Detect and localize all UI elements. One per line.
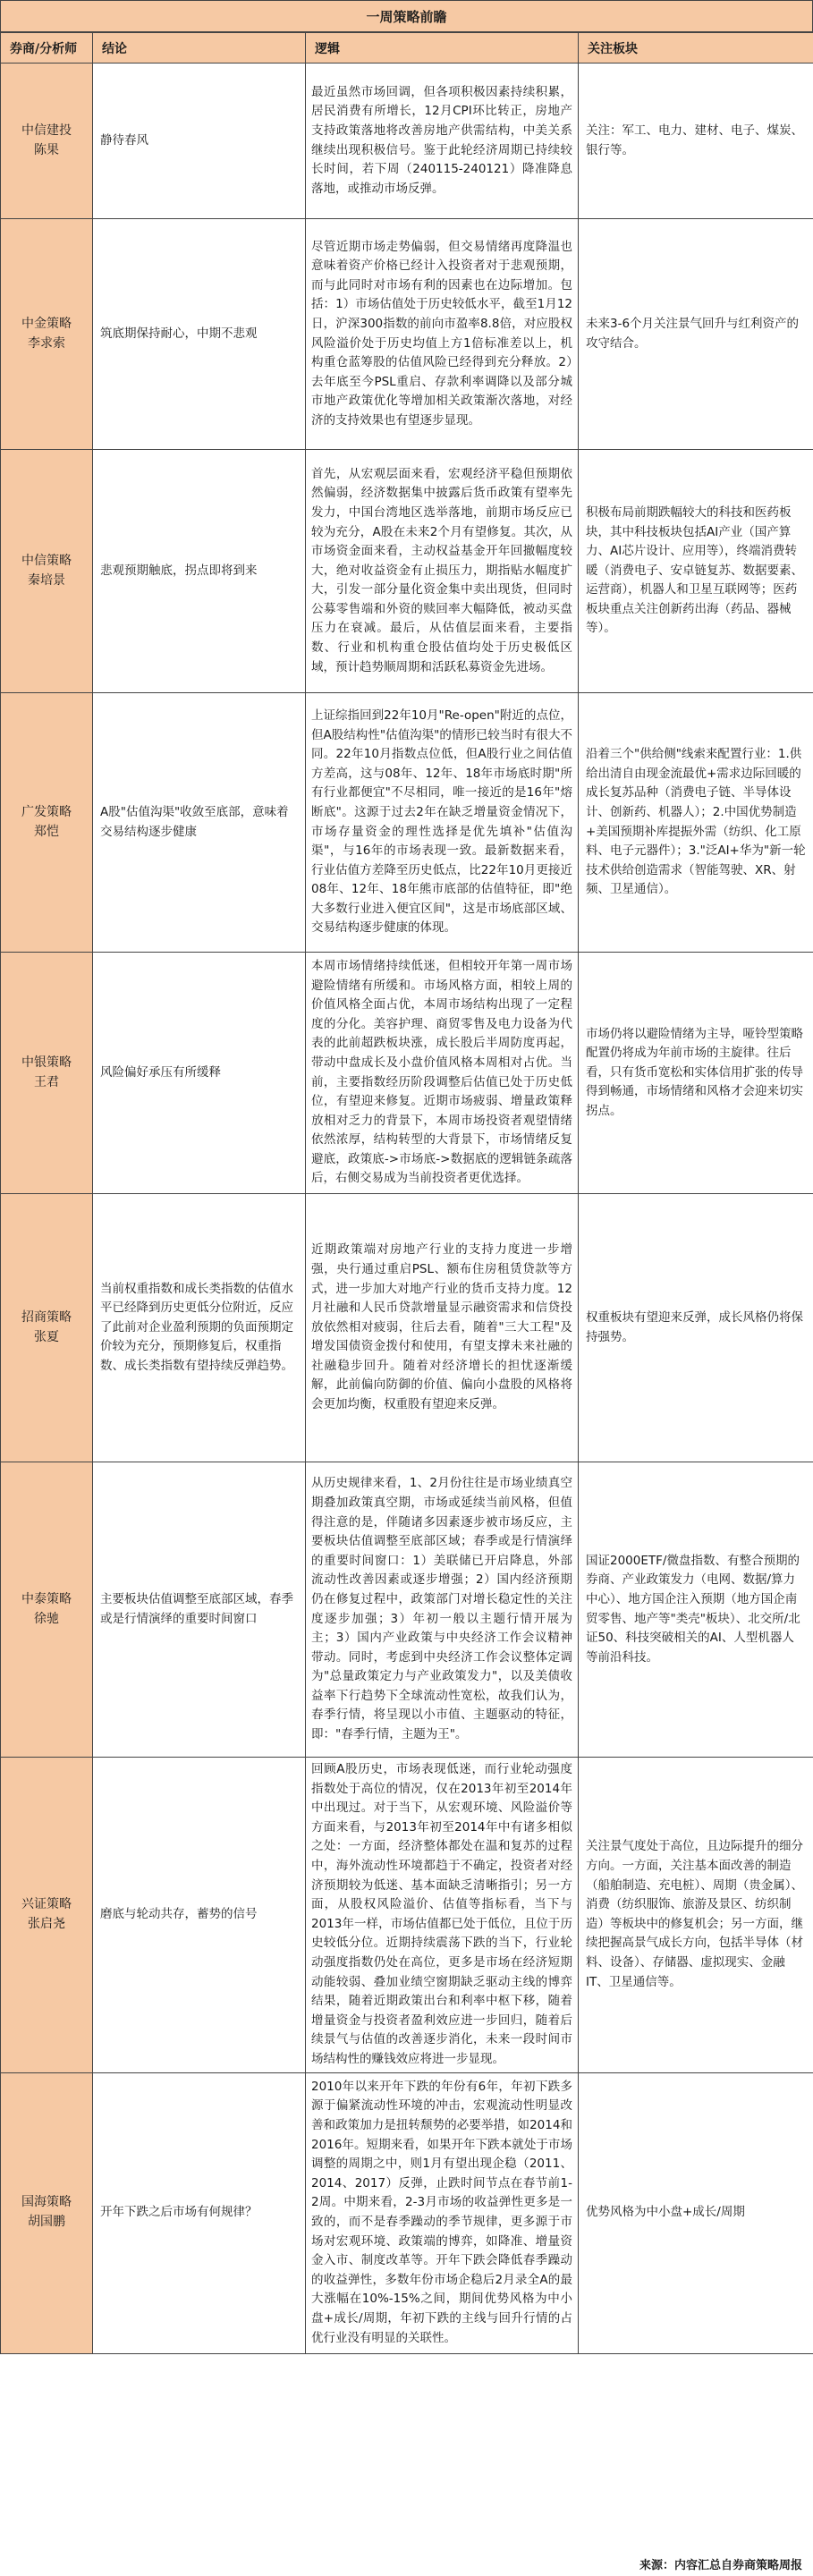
table-row (1, 2072, 813, 2353)
conclusion-cell: 磨底与轮动共存，蓄势的信号 (93, 1758, 306, 2073)
broker-cell: 中信策略 秦培景 (1, 450, 93, 693)
conclusion-cell: 悲观预期触底，拐点即将到来 (93, 450, 306, 693)
broker-cell: 中银策略 王君 (1, 953, 93, 1194)
focus-cell: 关注：军工、电力、建材、电子、煤炭、银行等。 (579, 64, 813, 219)
focus-cell: 优势风格为中小盘+成长/周期 (579, 2072, 813, 2353)
conclusion-cell: 开年下跌之后市场有何规律？ (93, 2072, 306, 2353)
focus-cell: 权重板块有望迎来反弹，成长风格仍将保持强势。 (579, 1194, 813, 1462)
logic-cell: 近期政策端对房地产行业的支持力度进一步增强，央行通过重启PSL、额布住房租赁贷款等方式，进一步加大对地产行业的货币支持力度。12月社融和人民币贷款增量显示融资需求和信贷投放依然相对疲弱，往后去看，随着"三大工程"及增发国债资金拨付和使用，有望支撑未来社融的社融稳步回升。随着对经济增长的担忧逐渐缓解，此前偏向防御的价值、偏向小盘股的风格将会更加均衡，权重股有望迎来反弹。 (306, 1194, 579, 1462)
header-logic: 逻辑 (306, 33, 579, 64)
logic-cell: 最近虽然市场回调，但各项积极因素持续积累，居民消费有所增长，12月CPI环比转正，房地产支持政策落地将改善房地产供需结构，中美关系继续出现积极信号。鉴于此轮经济周期已持续较长时间，若下周（240115-240121）降准降息落地，或推动市场反弹。 (306, 64, 579, 219)
logic-cell: 首先，从宏观层面来看，宏观经济平稳但预期依然偏弱，经济数据集中披露后货币政策有望率先发力，中国台湾地区选举落地，前期市场反应已较为充分，A股在未来2个月有望修复。其次，从市场资金面来看，主动权益基金开年回撤幅度较大，绝对收益资金有止损压力，期指贴水幅度扩大，引发一部分量化资金集中卖出现货，但同时公募零售端和外资的赎回率大幅降低，被动买盘压力在衰减。最后，从估值层面来看，主要指数、行业和机构重仓股估值均处于历史极低区域，预计趋势顺周期和活跃私募资金先进场。 (306, 450, 579, 693)
broker-cell: 招商策略 张夏 (1, 1194, 93, 1462)
broker-cell: 中信建投 陈果 (1, 64, 93, 219)
logic-cell: 回顾A股历史，市场表现低迷，而行业轮动强度指数处于高位的情况，仅在2013年初至2014年中出现过。对于当下，从宏观环境、风险溢价等方面来看，与2013年初至2014年中有诸多相似之处：一方面，经济整体都处在温和复苏的过程中，海外流动性环境都趋于不确定，投资者对经济预期较为低迷、基本面缺乏清晰指引；另一方面，从股权风险溢价、估值等指标看，当下与2013年一样，市场估值都已处于低位，且位于历史较低分位。近期持续震荡下跌的当下，行业轮动强度指数仍处在高位，更多是市场在经济短期动能较弱、叠加业绩空窗期缺乏驱动主线的博弈结果，随着近期政策出台和利率中枢下移，随着增量资金与投资者盈利效应进一步回归，随着后续景气与估值的改善逐步消化，未来一段时间市场结构性的赚钱效应将进一步显现。 (306, 1758, 579, 2073)
logic-cell: 上证综指回到22年10月"Re-open"附近的点位，但A股结构性"估值沟渠"的情形已较当时有很大不同。22年10月指数点位低，但A股行业之间估值方差高，这与08年、12年、18年市场底时期"所有行业都便宜"不尽相同，唯一接近的是16年"熔断底"。这源于过去2年在缺乏增量资金情况下，市场存量资金的理性选择是优先填补"估值沟渠"，与16年的市场表现一致。最新数据来看，行业估值方差降至历史低点，比22年10月更接近08年、12年、18年熊市底部的估值特征，即"绝大多数行业进入便宜区间"，这是市场底部区域、交易结构逐步健康的体现。 (306, 693, 579, 953)
source-note: 来源：内容汇总自券商策略周报 (639, 2559, 802, 2572)
logic-cell: 2010年以来开年下跌的年份有6年，年初下跌多源于偏紧流动性环境的冲击，宏观流动性明显改善和政策加力是扭转颓势的必要举措，如2014和2016年。短期来看，如果开年下跌本就处于市场调整的周期之中，则1月有望出现企稳（2011、2014、2017）反弹，止跌时间节点在春节前1-2周。中期来看，2-3月市场的收益弹性更多是一致的，而不是春季躁动的季节规律，更多源于市场对宏观环境、政策端的博弈，如降准、增量资金入市、制度改革等。开年下跌会降低春季躁动的收益弹性，多数年份市场企稳后2月录全A的最大涨幅在10%-15%之间，期间优势风格为中小盘+成长/周期，年初下跌的主线与回升行情的占优行业没有明显的关联性。 (306, 2072, 579, 2353)
table-row (1, 953, 813, 1194)
conclusion-cell: 静待春风 (93, 64, 306, 219)
strategy-table (0, 32, 813, 2354)
focus-cell: 未来3-6个月关注景气回升与红利资产的攻守结合。 (579, 219, 813, 450)
conclusion-cell: 风险偏好承压有所缓释 (93, 953, 306, 1194)
conclusion-cell: 筑底期保持耐心，中期不悲观 (93, 219, 306, 450)
logic-cell: 本周市场情绪持续低迷，但相较开年第一周市场避险情绪有所缓和。市场风格方面，相较上周的价值风格全面占优，本周市场结构出现了一定程度的分化。美容护理、商贸零售及电力设备为代表的此前超跌板块涨，成长股后半周防度再起，带动中盘成长及小盘价值风格本周相对占优。当前，主要指数经历阶段调整后估值已处于历史低位，有望迎来修复。近期市场疲弱、增量政策释放相对乏力的背景下，本周市场投资者观望情绪依然浓厚，结构转型的大背景下，市场情绪反复避底，政策底->市场底->数据底的逻辑链条疏落后，右侧交易成为当前投资者更优选择。 (306, 953, 579, 1194)
broker-cell: 兴证策略 张启尧 (1, 1758, 93, 2073)
table-row (1, 64, 813, 219)
focus-cell: 国证2000ETF/微盘指数、有整合预期的券商、产业政策发力（电网、数据/算力中心）、地方国企注入预期（地方国企南贸零售、地产等"类壳"板块）、北交所/北证50、科技突破相关的AI、人型机器人等前沿科技。 (579, 1462, 813, 1758)
header-broker: 券商/分析师 (1, 33, 93, 64)
focus-cell: 积极布局前期跌幅较大的科技和医药板块，其中科技板块包括AI产业（国产算力、AI芯片设计、应用等），终端消费转暖（消费电子、安卓链复苏、数据要素、运营商），机器人和卫星互联网等；医药板块重点关注创新药出海（药品、器械等）。 (579, 450, 813, 693)
table-row (1, 1194, 813, 1462)
focus-cell: 沿着三个"供给侧"线索来配置行业：1.供给出清自由现金流最优+需求边际回暖的成长复苏品种（消费电子链、半导体设计、创新药、机器人）；2.中国优势制造+美国预期补库提振外需（纺织、化工原料、电子元器件）；3."泛AI+华为"新一轮技术供给创造需求（智能驾驶、XR、射频、卫星通信）。 (579, 693, 813, 953)
table-row (1, 219, 813, 450)
conclusion-cell: A股"估值沟渠"收敛至底部，意味着交易结构逐步健康 (93, 693, 306, 953)
header-row (1, 33, 813, 64)
broker-cell: 广发策略 郑恺 (1, 693, 93, 953)
header-focus: 关注板块 (579, 33, 813, 64)
conclusion-cell: 当前权重指数和成长类指数的估值水平已经降到历史更低分位附近，反应了此前对企业盈利预期的负面预期定价较为充分，预期修复后，权重指数、成长类指数有望持续反弹趋势。 (93, 1194, 306, 1462)
table-title: 一周策略前瞻 (0, 0, 813, 32)
table-row (1, 1462, 813, 1758)
broker-cell: 中金策略 李求索 (1, 219, 93, 450)
table-row (1, 693, 813, 953)
conclusion-cell: 主要板块估值调整至底部区域，春季或是行情演绎的重要时间窗口 (93, 1462, 306, 1758)
logic-cell: 尽管近期市场走势偏弱，但交易情绪再度降温也意味着资产价格已经计入投资者对于悲观预期，而与此同时对市场有利的因素也在边际增加。包括：1）市场估值处于历史较低水平，截至1月12日，沪深300指数的前向市盈率8.8倍，对应股权风险溢价处于历史均值上方1倍标准差以上，机构重仓蓝筹股的估值风险已经得到充分释放。2）去年底至今PSL重启、存款利率调降以及部分城市地产政策优化等增加相关政策渐次落地，对经济的支持效果也有望逐步显现。 (306, 219, 579, 450)
logic-cell: 从历史规律来看，1、2月份往往是市场业绩真空期叠加政策真空期，市场或延续当前风格，但值得注意的是，伴随诸多因素逐步被市场反应，主要板块估值调整至底部区域；春季或是行情演绎的重要时间窗口：1）美联储已开启降息，外部流动性改善因素或逐步增强；2）国内经济预期仍在修复过程中，政策部门对增长稳定性的关注度逐步加强；3）年初一般以主题行情开展为主；3）国内产业政策与中央经济工作会议精神带动。同时，考虑到中央经济工作会议整体定调为"总量政策定力与产业政策发力"，以及美债收益率下行趋势下全球流动性宽松，故我们认为，春季行情，将呈现以小市值、主题驱动的特征，即："春季行情，主题为王"。 (306, 1462, 579, 1758)
table-row (1, 1758, 813, 2073)
focus-cell: 市场仍将以避险情绪为主导，哑铃型策略配置仍将成为年前市场的主旋律。往后看，只有货币宽松和实体信用扩张的传导得到畅通，市场情绪和风格才会迎来切实拐点。 (579, 953, 813, 1194)
broker-cell: 国海策略 胡国鹏 (1, 2072, 93, 2353)
focus-cell: 关注景气度处于高位，且边际提升的细分方向。一方面，关注基本面改善的制造（船舶制造、充电桩）、周期（贵金属）、消费（纺织服饰、旅游及景区、纺织制造）等板块中的修复机会；另一方面，继续把握高景气成长方向，包括半导体（材料、设备）、存储器、虚拟现实、金融IT、卫星通信等。 (579, 1758, 813, 2073)
table-row (1, 450, 813, 693)
header-conclusion: 结论 (93, 33, 306, 64)
broker-cell: 中泰策略 徐驰 (1, 1462, 93, 1758)
